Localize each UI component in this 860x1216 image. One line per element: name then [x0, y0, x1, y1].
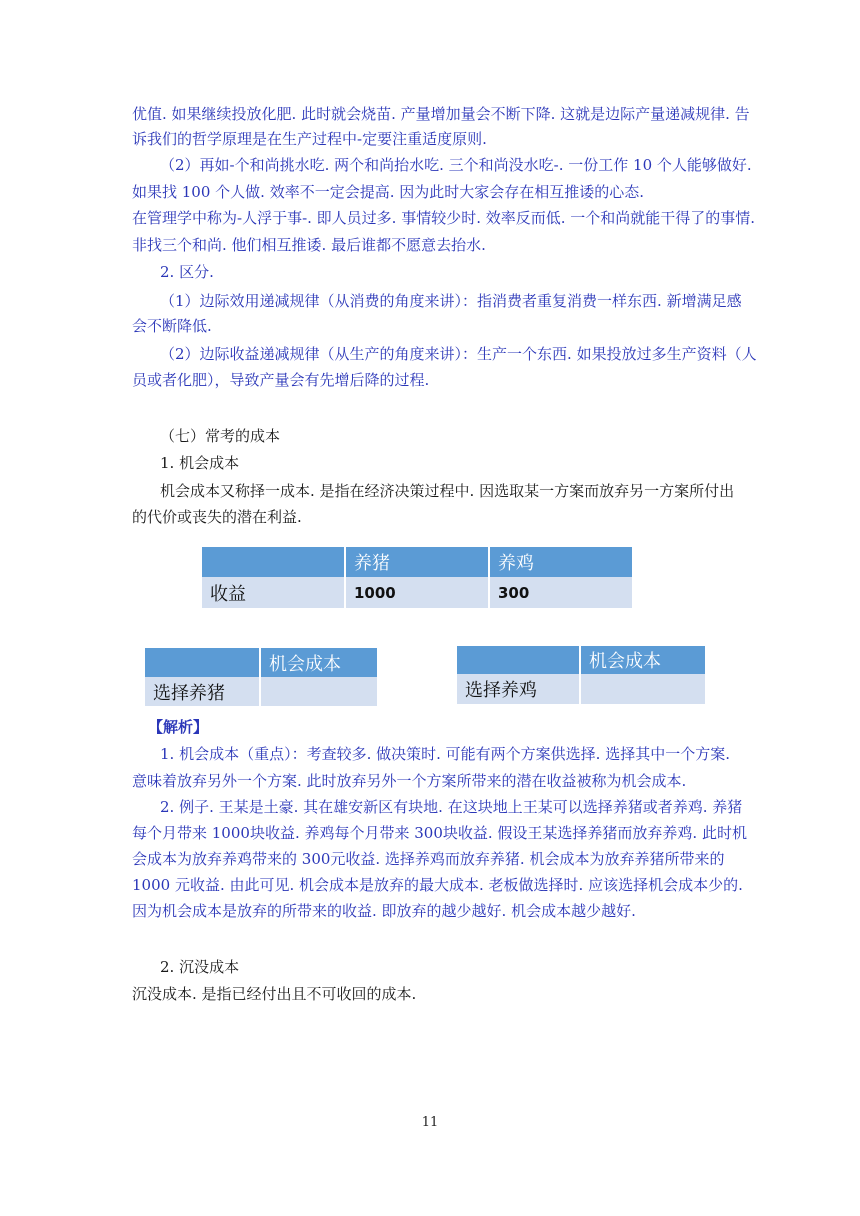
- table-row-label: 选择养猪: [145, 677, 260, 706]
- text-line: 的代价或丧失的潜在利益.: [132, 508, 302, 526]
- table-header-cell: 养猪: [345, 547, 489, 577]
- text-line: （1）边际效用递减规律（从消费的角度来讲）：指消费者重复消费一样东西. 新增满足感: [160, 292, 742, 310]
- table-cell: [260, 677, 377, 706]
- table-row-label: 选择养鸡: [457, 674, 580, 704]
- table-cell: 1000: [345, 577, 489, 608]
- page-number: 11: [421, 1115, 439, 1130]
- table-cell: 300: [489, 577, 632, 608]
- text-line: 会成本为放弃养鸡带来的 300元收益. 选择养鸡而放弃养猪. 机会成本为放弃养猪所带来的: [132, 850, 725, 868]
- text-line: 每个月带来 1000块收益. 养鸡每个月带来 300块收益. 假设王某选择养猪而放弃养鸡. 此时机: [132, 824, 747, 842]
- text-line: 因为机会成本是放弃的所带来的收益. 即放弃的越少越好. 机会成本越少越好.: [132, 902, 636, 920]
- text-line: 员或者化肥），导致产量会有先增后降的过程.: [132, 371, 430, 389]
- opportunity-cost-table-chicken: [457, 646, 705, 704]
- table-header-cell: 机会成本: [580, 646, 705, 674]
- text-line: 1. 机会成本（重点）：考查较多. 做决策时. 可能有两个方案供选择. 选择其中一个方案.: [160, 745, 730, 763]
- subsection-heading: 1. 机会成本: [160, 454, 240, 472]
- text-line: 机会成本又称择一成本. 是指在经济决策过程中. 因选取某一方案而放弃另一方案所付出: [160, 482, 735, 500]
- text-line: 2. 区分.: [160, 263, 214, 281]
- revenue-table: [202, 547, 632, 608]
- text-line: 优值. 如果继续投放化肥. 此时就会烧苗. 产量增加量会不断下降. 这就是边际产量递减规律. 告: [132, 105, 750, 123]
- text-line: 会不断降低.: [132, 317, 212, 335]
- table-header-cell: 机会成本: [260, 648, 377, 677]
- table-header-cell: [457, 646, 580, 674]
- analysis-label: 【解析】: [148, 718, 209, 736]
- text-line: （2）再如-个和尚挑水吃. 两个和尚抬水吃. 三个和尚没水吃-. 一份工作 10 个人能够做好.: [160, 156, 752, 174]
- text-line: 诉我们的哲学原理是在生产过程中-定要注重适度原则.: [132, 130, 487, 148]
- table-header-cell: [202, 547, 345, 577]
- text-line: （2）边际收益递减规律（从生产的角度来讲）：生产一个东西. 如果投放过多生产资料（人: [160, 345, 757, 363]
- table-row-label: 收益: [202, 577, 345, 608]
- text-line: 非找三个和尚. 他们相互推诿. 最后谁都不愿意去抬水.: [132, 236, 486, 254]
- subsection-heading: 2. 沉没成本: [160, 958, 240, 976]
- table-header-cell: [145, 648, 260, 677]
- text-line: 沉没成本. 是指已经付出且不可收回的成本.: [132, 985, 417, 1003]
- table-cell: [580, 674, 705, 704]
- text-line: 1000 元收益. 由此可见. 机会成本是放弃的最大成本. 老板做选择时. 应该选择机会成本少的.: [132, 876, 743, 894]
- text-line: 2. 例子. 王某是土豪. 其在雄安新区有块地. 在这块地上王某可以选择养猪或者养鸡. 养猪: [160, 798, 743, 816]
- text-line: 如果找 100 个人做. 效率不一定会提高. 因为此时大家会存在相互推诿的心态.: [132, 183, 645, 201]
- text-line: 意味着放弃另外一个方案. 此时放弃另外一个方案所带来的潜在收益被称为机会成本.: [132, 772, 687, 790]
- table-header-cell: 养鸡: [489, 547, 632, 577]
- text-line: 在管理学中称为-人浮于事-. 即人员过多. 事情较少时. 效率反而低. 一个和尚就能干得了的事情.: [132, 209, 756, 227]
- opportunity-cost-table-pig: [145, 648, 377, 706]
- section-heading: （七）常考的成本: [160, 427, 281, 445]
